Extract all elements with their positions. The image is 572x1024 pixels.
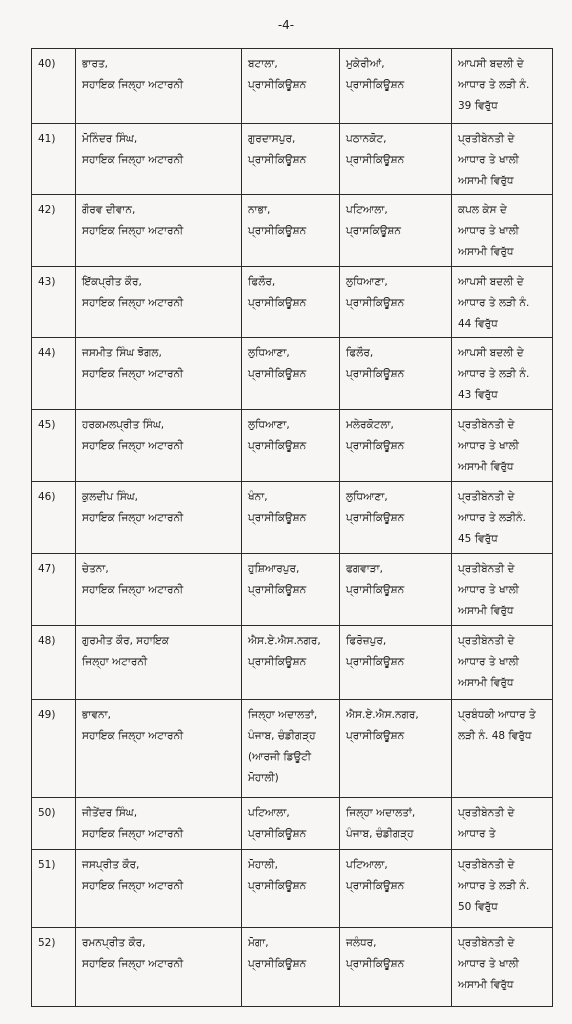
to-station-cell — [340, 49, 452, 124]
officer-name-line: ਸਹਾਇਕ ਜਿਲ੍ਹਾ ਅਟਾਰਨੀ — [82, 584, 184, 596]
from-station-line: ਪ੍ਰਾਸੀਕਿਊਸ਼ਨ — [248, 225, 307, 237]
officer-name-cell — [76, 798, 242, 850]
officer-name-cell — [76, 554, 242, 626]
serial-number-cell: 50) — [32, 798, 76, 850]
transfer-reason-cell — [452, 798, 553, 850]
transfer-reason-line: ਆਧਾਰ ਤੇ ਖਾਲੀ — [458, 440, 519, 452]
transfer-reason-line: ਆਧਾਰ ਤੇ ਖਾਲੀ — [458, 154, 519, 166]
officer-name-line: ਸਹਾਇਕ ਜਿਲ੍ਹਾ ਅਟਾਰਨੀ — [82, 297, 184, 309]
from-station-cell — [242, 195, 340, 267]
officer-name-line: ਸਹਾਇਕ ਜਿਲ੍ਹਾ ਅਟਾਰਨੀ — [82, 368, 184, 380]
to-station-line: ਫਿਲੌਰ, — [346, 347, 374, 359]
transfer-reason-line: ਆਧਾਰ ਤੇ ਖਾਲੀ — [458, 958, 519, 970]
from-station-cell — [242, 49, 340, 124]
officer-name-line: ਸਹਾਇਕ ਜਿਲ੍ਹਾ ਅਟਾਰਨੀ — [82, 880, 184, 892]
table-row — [32, 700, 553, 798]
from-station-line: ਪ੍ਰਾਸੀਕਿਊਸ਼ਨ — [248, 512, 307, 524]
from-station-cell — [242, 928, 340, 1007]
transfer-reason-line: ਕਪਲ ਕੇਸ ਦੇ — [458, 204, 507, 216]
serial-number-cell: 42) — [32, 195, 76, 267]
from-station-line: ਲੁਧਿਆਣਾ, — [248, 419, 290, 431]
transfer-reason-line: ਪ੍ਰਤੀਬੇਨਤੀ ਦੇ — [458, 491, 515, 503]
table-row — [32, 195, 553, 267]
officer-name-cell — [76, 410, 242, 482]
to-station-cell — [340, 338, 452, 410]
from-station-line: ਬਟਾਲਾ, — [248, 58, 278, 70]
from-station-line: ਮੋਹਾਲੀ) — [248, 772, 279, 784]
from-station-cell — [242, 850, 340, 928]
from-station-line: ਮੋਗਾ, — [248, 937, 269, 949]
transfer-reason-line: ਅਸਾਮੀ ਵਿਰੁੱਧ — [458, 979, 514, 991]
officer-name-line: ਹਰਕਮਲਪ੍ਰੀਤ ਸਿੰਘ, — [82, 419, 165, 431]
from-station-line: ਪ੍ਰਾਸੀਕਿਊਸ਼ਨ — [248, 368, 307, 380]
serial-number-cell: 44) — [32, 338, 76, 410]
from-station-cell — [242, 338, 340, 410]
transfer-reason-line: ਪ੍ਰਤੀਬੇਨਤੀ ਦੇ — [458, 807, 515, 819]
officer-name-line: ਚੇਤਨਾ, — [82, 563, 109, 575]
from-station-line: ਨਾਭਾ, — [248, 204, 271, 216]
serial-number-cell: 41) — [32, 124, 76, 195]
table-row — [32, 49, 553, 124]
serial-number-cell: 48) — [32, 626, 76, 700]
table-row — [32, 554, 553, 626]
from-station-line: (ਆਰਜੀ ਡਿਊਟੀ — [248, 751, 312, 763]
to-station-line: ਲੁਧਿਆਣਾ, — [346, 276, 388, 288]
officer-name-line: ਜੀਤੇਂਦਰ ਸਿੰਘ, — [82, 807, 138, 819]
to-station-line: ਫਿਰੋਜ਼ਪੁਰ, — [346, 635, 387, 647]
to-station-line: ਜਿਲ੍ਹਾ ਅਦਾਲਤਾਂ, — [346, 807, 416, 819]
to-station-line: ਪ੍ਰਾਸੀਕਿਊਸ਼ਨ — [346, 297, 405, 309]
officer-name-line: ਸਹਾਇਕ ਜਿਲ੍ਹਾ ਅਟਾਰਨੀ — [82, 225, 184, 237]
transfer-reason-line: ਪ੍ਰਤੀਬੇਨਤੀ ਦੇ — [458, 859, 515, 871]
to-station-line: ਪ੍ਰਾਸੀਕਿਊਸ਼ਨ — [346, 154, 405, 166]
transfer-table — [31, 48, 553, 1007]
from-station-line: ਪ੍ਰਾਸੀਕਿਊਸ਼ਨ — [248, 297, 307, 309]
to-station-line: ਪਟਿਆਲਾ, — [346, 204, 388, 216]
serial-number-cell: 40) — [32, 49, 76, 124]
to-station-line: ਪ੍ਰਾਸੀਕਿਊਸ਼ਨ — [346, 512, 405, 524]
from-station-line: ਲੁਧਿਆਣਾ, — [248, 347, 290, 359]
transfer-reason-line: ਅਸਾਮੀ ਵਿਰੁੱਧ — [458, 246, 514, 258]
transfer-reason-line: ਆਧਾਰ ਤੇ ਲੜੀ ਨੰ. — [458, 79, 530, 91]
officer-name-line: ਜਿਲ੍ਹਾ ਅਟਾਰਨੀ — [82, 656, 148, 668]
transfer-reason-line: ਪ੍ਰਬੰਧਕੀ ਆਧਾਰ ਤੇ — [458, 709, 536, 721]
officer-name-line: ਗੌਰਵ ਦੀਵਾਨ, — [82, 204, 136, 216]
transfer-reason-line: 50 ਵਿਰੁੱਧ — [458, 901, 498, 913]
transfer-reason-line: ਅਸਾਮੀ ਵਿਰੁੱਧ — [458, 175, 514, 187]
transfer-reason-line: ਪ੍ਰਤੀਬੇਨਤੀ ਦੇ — [458, 419, 515, 431]
officer-name-cell — [76, 700, 242, 798]
transfer-reason-cell — [452, 626, 553, 700]
transfer-reason-line: ਪ੍ਰਤੀਬੇਨਤੀ ਦੇ — [458, 937, 515, 949]
serial-number-cell: 49) — [32, 700, 76, 798]
table-row — [32, 267, 553, 338]
transfer-reason-cell — [452, 49, 553, 124]
officer-name-cell — [76, 124, 242, 195]
to-station-cell — [340, 267, 452, 338]
officer-name-cell — [76, 626, 242, 700]
transfer-reason-cell — [452, 338, 553, 410]
from-station-line: ਫਿਲੌਰ, — [248, 276, 276, 288]
serial-number-cell: 51) — [32, 850, 76, 928]
from-station-cell — [242, 124, 340, 195]
transfer-reason-line: ਆਧਾਰ ਤੇ ਲੜੀਨੰ. — [458, 512, 526, 524]
transfer-reason-cell — [452, 195, 553, 267]
officer-name-line: ਸਹਾਇਕ ਜਿਲ੍ਹਾ ਅਟਾਰਨੀ — [82, 154, 184, 166]
officer-name-line: ਭਾਵਨਾ, — [82, 709, 111, 721]
from-station-line: ਪ੍ਰਾਸੀਕਿਊਸ਼ਨ — [248, 440, 307, 452]
officer-name-line: ਰਮਨਪ੍ਰੀਤ ਕੌਰ, — [82, 937, 146, 949]
transfer-reason-line: ਅਸਾਮੀ ਵਿਰੁੱਧ — [458, 605, 514, 617]
officer-name-line: ਸਹਾਇਕ ਜਿਲ੍ਹਾ ਅਟਾਰਨੀ — [82, 79, 184, 91]
to-station-line: ਲੁਧਿਆਣਾ, — [346, 491, 388, 503]
table-row — [32, 928, 553, 1007]
to-station-line: ਪ੍ਰਾਸੀਕਿਊਸ਼ਨ — [346, 440, 405, 452]
to-station-cell — [340, 195, 452, 267]
transfer-reason-line: ਆਧਾਰ ਤੇ ਲੜੀ ਨੰ. — [458, 297, 530, 309]
transfer-reason-cell — [452, 700, 553, 798]
officer-name-cell — [76, 338, 242, 410]
to-station-cell — [340, 626, 452, 700]
from-station-line: ਪ੍ਰਾਸੀਕਿਊਸ਼ਨ — [248, 584, 307, 596]
officer-name-line: ਮੋਨਿੰਦਰ ਸਿੰਘ, — [82, 133, 138, 145]
to-station-cell — [340, 482, 452, 554]
to-station-line: ਪ੍ਰਾਸਕਿਊਸ਼ਨ — [346, 225, 401, 237]
serial-number-cell: 52) — [32, 928, 76, 1007]
officer-name-cell — [76, 49, 242, 124]
officer-name-line: ਸਹਾਇਕ ਜਿਲ੍ਹਾ ਅਟਾਰਨੀ — [82, 828, 184, 840]
to-station-line: ਮਲੇਰਕੋਟਲਾ, — [346, 419, 394, 431]
table-row — [32, 124, 553, 195]
transfer-reason-line: ਆਧਾਰ ਤੇ ਖਾਲੀ — [458, 656, 519, 668]
transfer-reason-line: ਆਪਸੀ ਬਦਲੀ ਦੇ — [458, 276, 524, 288]
officer-name-line: ਗੁਰਮੀਤ ਕੌਰ, ਸਹਾਇਕ — [82, 635, 170, 647]
from-station-line: ਮੋਹਾਲੀ, — [248, 859, 278, 871]
transfer-reason-cell — [452, 850, 553, 928]
to-station-line: ਪ੍ਰਾਸੀਕਿਊਸ਼ਨ — [346, 656, 405, 668]
to-station-line: ਐਸ.ਏ.ਐਸ.ਨਗਰ, — [346, 709, 419, 721]
transfer-reason-line: ਆਪਸੀ ਬਦਲੀ ਦੇ — [458, 347, 524, 359]
to-station-line: ਜਲੰਧਰ, — [346, 937, 377, 949]
transfer-reason-line: ਆਧਾਰ ਤੇ ਲੜੀ ਨੰ. — [458, 880, 530, 892]
transfer-reason-cell — [452, 928, 553, 1007]
transfer-reason-line: ਆਧਾਰ ਤੇ ਲੜੀ ਨੰ. — [458, 368, 530, 380]
table-row — [32, 482, 553, 554]
transfer-reason-line: ਅਸਾਮੀ ਵਿਰੁੱਧ — [458, 461, 514, 473]
officer-name-line: ਇੱਕਪ੍ਰੀਤ ਕੌਰ, — [82, 276, 142, 288]
serial-number-cell: 47) — [32, 554, 76, 626]
transfer-reason-line: ਅਸਾਮੀ ਵਿਰੁੱਧ — [458, 677, 514, 689]
transfer-table-body — [32, 49, 553, 1007]
transfer-reason-line: 43 ਵਿਰੁੱਧ — [458, 389, 498, 401]
transfer-reason-line: ਆਧਾਰ ਤੇ — [458, 828, 496, 840]
officer-name-line: ਭਾਰਤ, — [82, 58, 109, 70]
transfer-reason-line: 44 ਵਿਰੁੱਧ — [458, 318, 498, 330]
to-station-cell — [340, 798, 452, 850]
from-station-line: ਪੰਜਾਬ, ਚੰਡੀਗੜ੍ਹ — [248, 730, 316, 742]
table-row — [32, 410, 553, 482]
serial-number-cell: 46) — [32, 482, 76, 554]
transfer-reason-cell — [452, 554, 553, 626]
to-station-line: ਪੰਜਾਬ, ਚੰਡੀਗੜ੍ਹ — [346, 828, 414, 840]
officer-name-line: ਸਹਾਇਕ ਜਿਲ੍ਹਾ ਅਟਾਰਨੀ — [82, 440, 184, 452]
transfer-reason-cell — [452, 482, 553, 554]
to-station-cell — [340, 410, 452, 482]
officer-name-line: ਸਹਾਇਕ ਜਿਲ੍ਹਾ ਅਟਾਰਨੀ — [82, 958, 184, 970]
to-station-line: ਪਠਾਨਕੋਟ, — [346, 133, 387, 145]
transfer-reason-line: ਆਧਾਰ ਤੇ ਖਾਲੀ — [458, 225, 519, 237]
from-station-line: ਪ੍ਰਾਸੀਕਿਊਸ਼ਨ — [248, 958, 307, 970]
serial-number-cell: 43) — [32, 267, 76, 338]
to-station-cell — [340, 928, 452, 1007]
transfer-reason-line: ਲੜੀ ਨੰ. 48 ਵਿਰੁੱਧ — [458, 730, 532, 742]
from-station-cell — [242, 410, 340, 482]
transfer-reason-cell — [452, 124, 553, 195]
to-station-line: ਪ੍ਰਾਸੀਕਿਊਸ਼ਨ — [346, 880, 405, 892]
officer-name-line: ਸਹਾਇਕ ਜਿਲ੍ਹਾ ਅਟਾਰਨੀ — [82, 512, 184, 524]
to-station-line: ਮੁਕੇਰੀਆਂ, — [346, 58, 385, 70]
from-station-cell — [242, 482, 340, 554]
from-station-line: ਖੰਨਾ, — [248, 491, 268, 503]
page-number: -4- — [277, 18, 295, 32]
from-station-cell — [242, 626, 340, 700]
transfer-reason-line: ਪ੍ਰਤੀਬੇਨਤੀ ਦੇ — [458, 133, 515, 145]
transfer-reason-line: ਆਧਾਰ ਤੇ ਖਾਲੀ — [458, 584, 519, 596]
officer-name-cell — [76, 267, 242, 338]
from-station-line: ਪ੍ਰਾਸੀਕਿਊਸ਼ਨ — [248, 880, 307, 892]
to-station-line: ਫਗਵਾੜਾ, — [346, 563, 383, 575]
officer-name-line: ਕੁਲਦੀਪ ਸਿੰਘ, — [82, 491, 139, 503]
officer-name-line: ਸਹਾਇਕ ਜਿਲ੍ਹਾ ਅਟਾਰਨੀ — [82, 730, 184, 742]
from-station-cell — [242, 554, 340, 626]
to-station-cell — [340, 700, 452, 798]
transfer-reason-cell — [452, 267, 553, 338]
from-station-cell — [242, 700, 340, 798]
officer-name-cell — [76, 482, 242, 554]
from-station-line: ਪ੍ਰਾਸੀਕਿਊਸ਼ਨ — [248, 656, 307, 668]
to-station-line: ਪ੍ਰਾਸੀਕਿਊਸ਼ਨ — [346, 730, 405, 742]
from-station-line: ਪ੍ਰਾਸੀਕਿਊਸ਼ਨ — [248, 828, 307, 840]
to-station-cell — [340, 124, 452, 195]
table-row — [32, 850, 553, 928]
table-row — [32, 626, 553, 700]
officer-name-cell — [76, 195, 242, 267]
table-row — [32, 798, 553, 850]
transfer-reason-line: ਪ੍ਰਤੀਬੇਨਤੀ ਦੇ — [458, 635, 515, 647]
transfer-reason-line: ਪ੍ਰਤੀਬੇਨਤੀ ਦੇ — [458, 563, 515, 575]
from-station-line: ਐਸ.ਏ.ਐਸ.ਨਗਰ, — [248, 635, 321, 647]
officer-name-cell — [76, 928, 242, 1007]
from-station-line: ਪਟਿਆਲਾ, — [248, 807, 290, 819]
from-station-line: ਪ੍ਰਾਸੀਕਿਊਸ਼ਨ — [248, 154, 307, 166]
to-station-line: ਪ੍ਰਾਸੀਕਿਊਸ਼ਨ — [346, 958, 405, 970]
transfer-reason-cell — [452, 410, 553, 482]
transfer-reason-line: 39 ਵਿਰੁੱਧ — [458, 100, 498, 112]
transfer-reason-line: ਆਪਸੀ ਬਦਲੀ ਦੇ — [458, 58, 524, 70]
transfer-reason-line: 45 ਵਿਰੁੱਧ — [458, 533, 498, 545]
to-station-cell — [340, 850, 452, 928]
from-station-line: ਹੁਸ਼ਿਆਰਪੁਰ, — [248, 563, 300, 575]
to-station-cell — [340, 554, 452, 626]
officer-name-line: ਜਸਪ੍ਰੀਤ ਕੌਰ, — [82, 859, 140, 871]
from-station-cell — [242, 798, 340, 850]
officer-name-cell — [76, 850, 242, 928]
to-station-line: ਪ੍ਰਾਸੀਕਿਊਸ਼ਨ — [346, 79, 405, 91]
from-station-line: ਗੁਰਦਾਸਪੁਰ, — [248, 133, 296, 145]
to-station-line: ਪ੍ਰਾਸੀਕਿਊਸ਼ਨ — [346, 584, 405, 596]
officer-name-line: ਜਸਮੀਤ ਸਿੰਘ ਝੋਗਲ, — [82, 347, 162, 359]
to-station-line: ਪਟਿਆਲਾ, — [346, 859, 388, 871]
from-station-line: ਜਿਲ੍ਹਾ ਅਦਾਲਤਾਂ, — [248, 709, 318, 721]
table-row — [32, 338, 553, 410]
from-station-line: ਪ੍ਰਾਸੀਕਿਊਸ਼ਨ — [248, 79, 307, 91]
serial-number-cell: 45) — [32, 410, 76, 482]
from-station-cell — [242, 267, 340, 338]
to-station-line: ਪ੍ਰਾਸੀਕਿਊਸ਼ਨ — [346, 368, 405, 380]
